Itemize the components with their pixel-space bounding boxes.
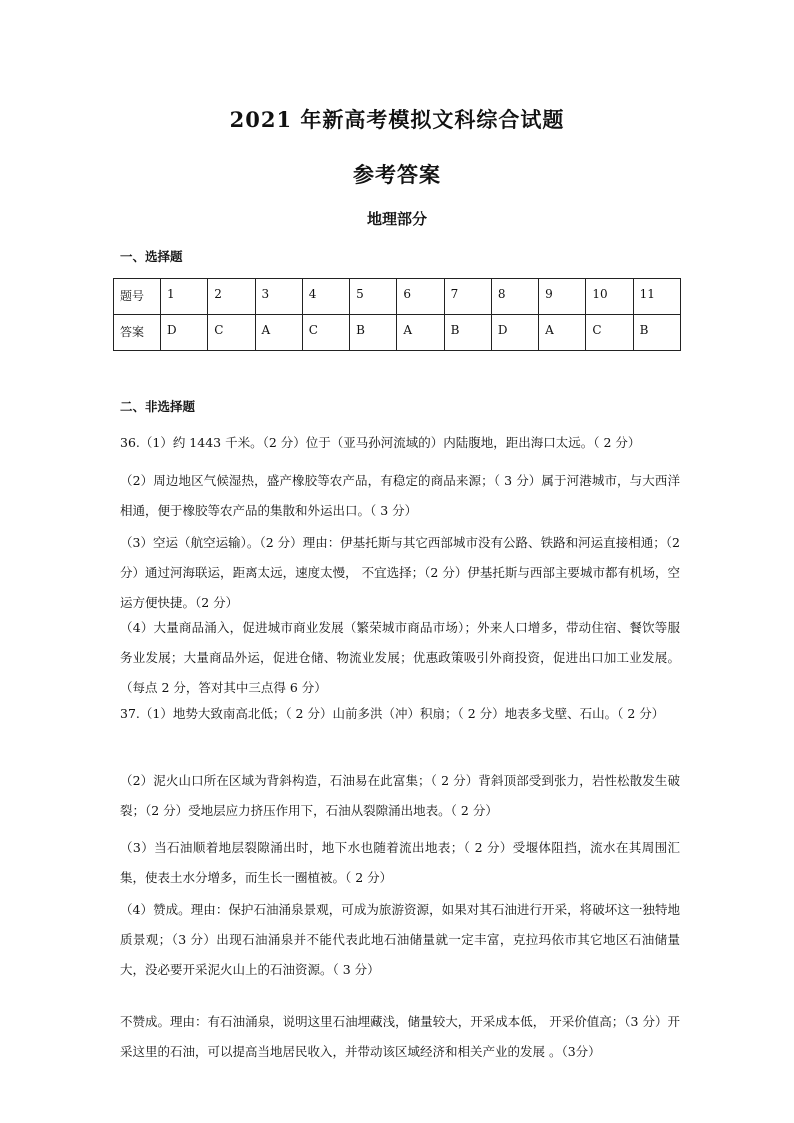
answer-cell: A: [255, 315, 302, 351]
answer-cell: B: [633, 315, 680, 351]
answer-37-1: 37.（1）地势大致南高北低；（ 2 分）山前多洪（冲）积扇；（ 2 分）地表多戈壁、石山。（ 2 分）: [120, 706, 665, 721]
answer-cell: D: [491, 315, 538, 351]
row-label-question: 题号: [114, 279, 161, 315]
answer-cell: B: [444, 315, 491, 351]
answer-36-4: （4）大量商品涌入，促进城市商业发展（繁荣城市商品市场）；外来人口增多，带动住宿、餐饮等服务业发展；大量商品外运，促进仓储、物流业发展；优惠政策吸引外商投资，促进出口加工业发展。（每点 2 分，答对其中三点得 6 分）: [120, 620, 680, 695]
answer-36-3: （3）空运（航空运输）。（2 分）理由：伊基托斯与其它西部城市没有公路、铁路和河运直接相通；（2 分）通过河海联运，距离太远，速度太慢， 不宜选择；（2 分）伊基托斯与西部主要城市都有机场，空运方便快捷。（2 分）: [120, 535, 680, 610]
answer-cell: C: [302, 315, 349, 351]
part1-heading: 一、选择题: [120, 249, 183, 264]
answer-table: [113, 278, 681, 351]
part2-heading: 二、非选择题: [120, 399, 196, 414]
answer-37-4-disagree: 不赞成。理由：有石油涌泉，说明这里石油埋藏浅，储量较大，开采成本低， 开采价值高；（3 分）开采这里的石油，可以提高当地居民收入，并带动该区域经济和相关产业的发展 。（3分）: [120, 1014, 680, 1059]
question-number: 4: [302, 279, 349, 315]
answer-37-3: （3）当石油顺着地层裂隙涌出时，地下水也随着流出地表；（ 2 分）受堰体阻挡，流水在其周围汇集，使表土水分增多，而生长一圈植被。（ 2 分）: [120, 840, 680, 885]
answer-37-2: （2）泥火山口所在区域为背斜构造，石油易在此富集；（ 2 分）背斜顶部受到张力，岩性松散发生破裂；（2 分）受地层应力挤压作用下，石油从裂隙涌出地表。（ 2 分）: [120, 773, 680, 818]
table-row-answers: [114, 315, 681, 351]
answer-36-1: 36.（1）约 1443 千米。（2 分）位于（亚马孙河流域的）内陆腹地，距出海口太远。（ 2 分）: [120, 435, 641, 450]
question-number: 11: [633, 279, 680, 315]
answer-cell: C: [208, 315, 255, 351]
question-number: 9: [539, 279, 586, 315]
answer-cell: D: [161, 315, 208, 351]
question-number: 10: [586, 279, 633, 315]
section-title: 地理部分: [366, 210, 427, 228]
row-label-answer: 答案: [114, 315, 161, 351]
answer-37-4-agree: （4）赞成。理由：保护石油涌泉景观，可成为旅游资源，如果对其石油进行开采，将破坏这一独特地质景观；（3 分）出现石油涌泉并不能代表此地石油储量就一定丰富，克拉玛依市其它地区石油储量大，没必要开采泥火山上的石油资源。（ 3 分）: [120, 902, 680, 977]
question-number: 3: [255, 279, 302, 315]
answer-cell: A: [539, 315, 586, 351]
question-number: 2: [208, 279, 255, 315]
page-subtitle: 参考答案: [353, 162, 441, 187]
answer-36-2: （2）周边地区气候湿热，盛产橡胶等农产品，有稳定的商品来源；（ 3 分）属于河港城市，与大西洋相通，便于橡胶等农产品的集散和外运出口。（ 3 分）: [120, 473, 680, 518]
question-number: 1: [161, 279, 208, 315]
page-title: 2021 年新高考模拟文科综合试题: [229, 107, 565, 132]
answer-cell: A: [397, 315, 444, 351]
table-row-numbers: [114, 279, 681, 315]
answer-cell: C: [586, 315, 633, 351]
question-number: 7: [444, 279, 491, 315]
answer-cell: B: [350, 315, 397, 351]
question-number: 6: [397, 279, 444, 315]
question-number: 5: [350, 279, 397, 315]
question-number: 8: [491, 279, 538, 315]
